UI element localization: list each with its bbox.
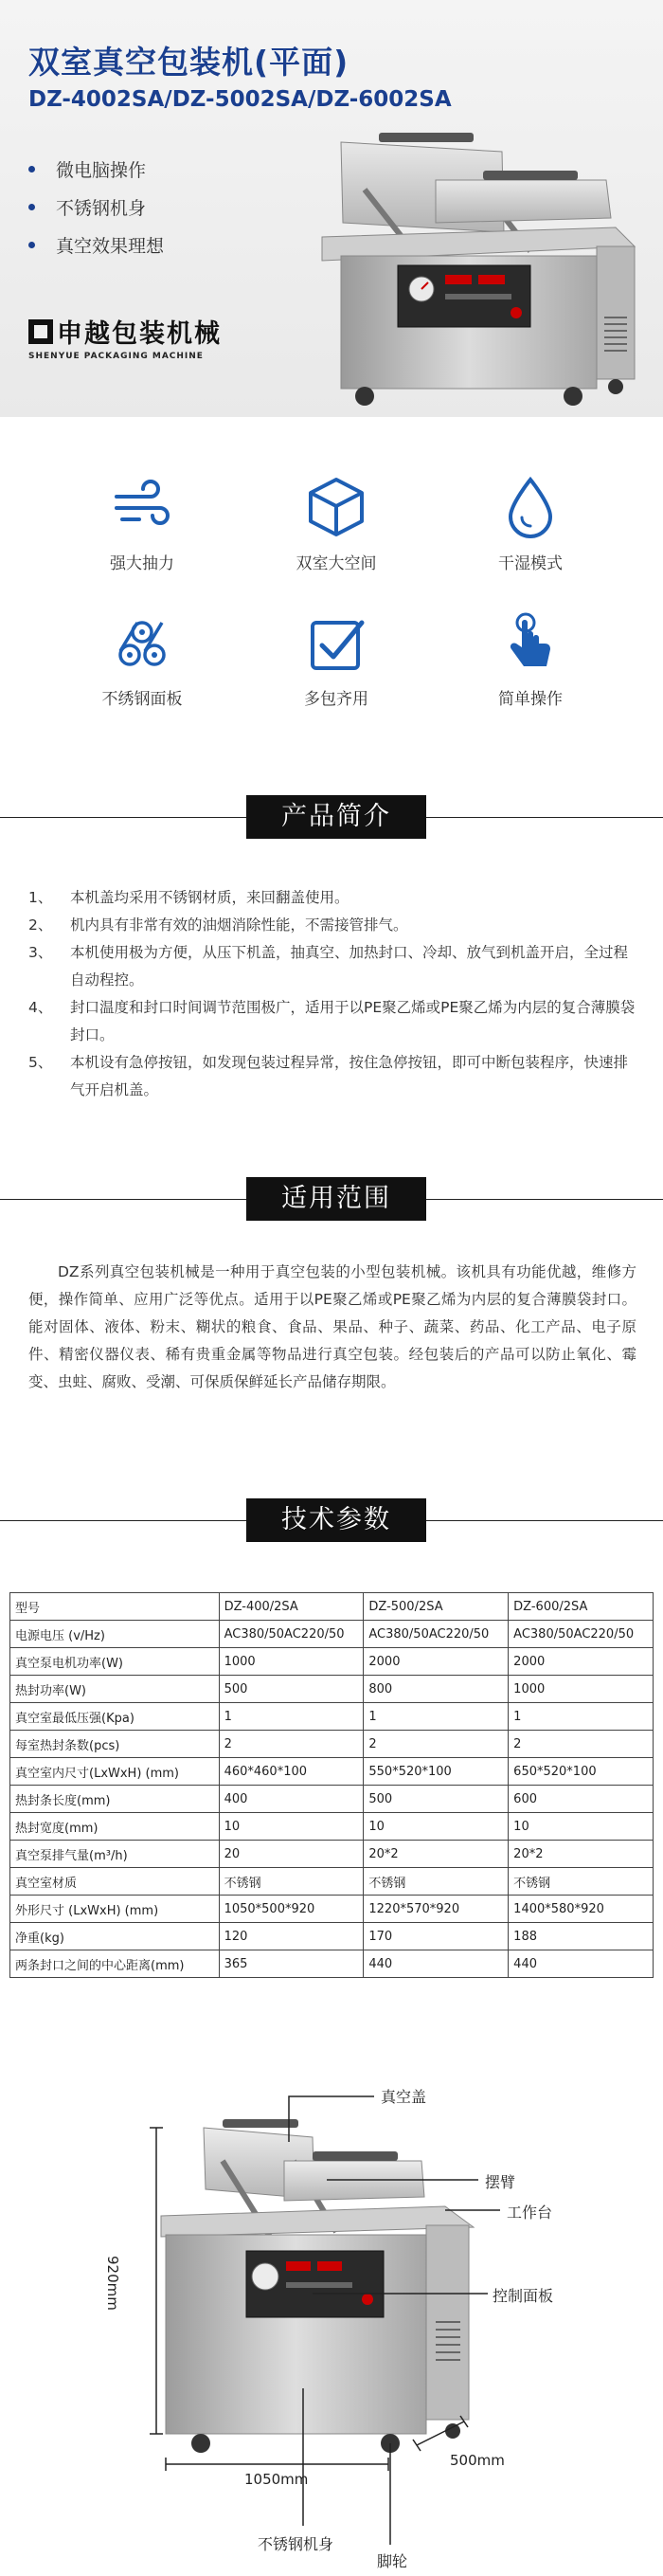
checkbox-icon	[303, 609, 369, 676]
table-row	[10, 1813, 654, 1841]
table-row	[10, 1868, 654, 1896]
table-cell: 460*460*100	[219, 1758, 364, 1786]
table-cell: DZ-500/2SA	[364, 1593, 509, 1621]
table-row	[10, 1786, 654, 1813]
table-row	[10, 1896, 654, 1923]
table-row	[10, 1676, 654, 1703]
label-worktable: 工作台	[507, 2204, 553, 2222]
table-cell: 400	[219, 1786, 364, 1813]
table-cell: 2	[364, 1731, 509, 1758]
bullet-dot-icon	[28, 166, 35, 172]
hero-bullet	[28, 188, 164, 226]
bullet-dot-icon	[28, 204, 35, 210]
table-cell: 440	[509, 1950, 654, 1978]
table-row	[10, 1923, 654, 1950]
table-cell: DZ-600/2SA	[509, 1593, 654, 1621]
scope-paragraph: DZ系列真空包装机械是一种用于真空包装的小型包装机械。该机具有功能优越，维修方便，操作简单、应用广泛等优点。适用于以PE聚乙烯或PE聚乙烯为内层的复合薄膜袋封口。能对固体、液体、粉末、糊状的粮食、食品、果品、种子、蔬菜、药品、化工产品、电子原件、精密仪器仪表、稀有贵重金属等物品进行真空包装。经包装后的产品可以防止氧化、霉变、虫蛀、腐败、受潮、可保质保鲜延长产品储存期限。	[28, 1263, 636, 1390]
feature-label: 双室大空间	[296, 554, 377, 573]
label-steel-body: 不锈钢机身	[258, 2535, 334, 2553]
table-cell: 2	[219, 1731, 364, 1758]
section-heading-specs: 技术参数	[246, 1498, 426, 1542]
table-cell: 170	[364, 1923, 509, 1950]
feature-strong-suction	[66, 474, 218, 573]
feature-label: 多包齐用	[304, 690, 368, 709]
section-heading-intro: 产品简介	[246, 795, 426, 839]
feature-label: 不绣钢面板	[101, 690, 183, 709]
table-row-label: 热封功率(W)	[10, 1676, 220, 1703]
product-title: 双室真空包装机(平面)	[28, 44, 349, 81]
table-cell: 1000	[219, 1648, 364, 1676]
table-row-label: 两条封口之间的中心距离(mm)	[10, 1950, 220, 1978]
table-cell: 不锈钢	[219, 1868, 364, 1896]
dim-depth: 500mm	[450, 2452, 505, 2469]
feature-dry-wet	[455, 474, 606, 573]
table-cell: 不锈钢	[509, 1868, 654, 1896]
table-cell: 1400*580*920	[509, 1896, 654, 1923]
feature-easy-operation	[455, 609, 606, 709]
table-row-label: 热封条长度(mm)	[10, 1786, 220, 1813]
table-row-label: 净重(kg)	[10, 1923, 220, 1950]
table-cell: 440	[364, 1950, 509, 1978]
machine-image	[284, 133, 644, 412]
table-cell: 20*2	[509, 1841, 654, 1868]
label-caster-wheel: 脚轮	[377, 2552, 408, 2570]
table-row-label: 电源电压 (v/Hz)	[10, 1621, 220, 1648]
table-cell: 20*2	[364, 1841, 509, 1868]
section-heading-scope: 适用范围	[246, 1177, 426, 1221]
table-cell: 800	[364, 1676, 509, 1703]
bullet-text: 真空效果理想	[56, 235, 165, 257]
table-row-label: 真空室材质	[10, 1868, 220, 1896]
table-cell: 10	[364, 1813, 509, 1841]
brand-logo	[28, 313, 222, 361]
model-numbers: DZ-4002SA/DZ-5002SA/DZ-6002SA	[28, 87, 452, 112]
table-row	[10, 1703, 654, 1731]
brand-name: 申越包装机械	[28, 313, 222, 350]
table-cell: 10	[219, 1813, 364, 1841]
table-cell: 120	[219, 1923, 364, 1950]
dim-height: 920mm	[104, 2256, 121, 2311]
feature-steel-panel	[66, 609, 218, 709]
table-cell: 10	[509, 1813, 654, 1841]
table-cell: 1050*500*920	[219, 1896, 364, 1923]
label-control-panel: 控制面板	[493, 2287, 554, 2305]
table-cell: AC380/50AC220/50	[364, 1621, 509, 1648]
table-row	[10, 1621, 654, 1648]
label-swing-arm: 摆臂	[485, 2173, 516, 2191]
bullet-dot-icon	[28, 242, 35, 248]
table-row-label: 热封宽度(mm)	[10, 1813, 220, 1841]
table-row	[10, 1841, 654, 1868]
table-cell: 500	[219, 1676, 364, 1703]
table-cell: DZ-400/2SA	[219, 1593, 364, 1621]
table-row	[10, 1593, 654, 1621]
bullet-text: 微电脑操作	[56, 159, 147, 181]
list-item: 1、 本机盖均采用不锈钢材质，来回翻盖使用。	[28, 889, 349, 906]
wind-icon	[109, 474, 175, 540]
list-item: 2、 机内具有非常有效的油烟消除性能，不需接管排气。	[28, 916, 408, 934]
list-item: 5、 本机设有急停按钮，如发现包装过程异常，按住急停按钮，即可中断包装程序，快速排气开启机盖。	[28, 1054, 629, 1098]
table-row-label: 真空室内尺寸(LxWxH) (mm)	[10, 1758, 220, 1786]
table-row	[10, 1731, 654, 1758]
table-row-label: 真空泵电机功率(W)	[10, 1648, 220, 1676]
bullet-text: 不锈钢机身	[56, 197, 147, 219]
water-drop-icon	[497, 474, 564, 540]
list-item: 4、 封口温度和封口时间调节范围极广，适用于以PE聚乙烯或PE聚乙烯为内层的复合薄膜袋封口。	[28, 999, 636, 1043]
label-vacuum-lid: 真空盖	[381, 2088, 427, 2106]
brand-english: SHENYUE PACKAGING MACHINE	[28, 352, 204, 361]
feature-label: 简单操作	[498, 690, 563, 709]
table-row-label: 真空泵排气量(m³/h)	[10, 1841, 220, 1868]
table-row	[10, 1950, 654, 1978]
table-cell: 500	[364, 1786, 509, 1813]
table-cell: 2000	[509, 1648, 654, 1676]
machine-diagram-image	[0, 2047, 663, 2576]
cube-icon	[303, 474, 369, 540]
table-cell: 不锈钢	[364, 1868, 509, 1896]
feature-multi-bag	[260, 609, 412, 709]
hero-bullet-list	[28, 150, 164, 263]
table-cell: 1	[364, 1703, 509, 1731]
dimension-diagram	[0, 2047, 663, 2576]
spec-table	[9, 1592, 654, 1978]
feature-double-chamber	[260, 474, 412, 573]
intro-list	[28, 884, 639, 1104]
table-row-label: 型号	[10, 1593, 220, 1621]
table-cell: 188	[509, 1923, 654, 1950]
table-cell: 365	[219, 1950, 364, 1978]
table-cell: AC380/50AC220/50	[219, 1621, 364, 1648]
table-cell: 550*520*100	[364, 1758, 509, 1786]
feature-grid	[0, 455, 663, 730]
table-cell: AC380/50AC220/50	[509, 1621, 654, 1648]
hero-bullet	[28, 150, 164, 188]
table-cell: 1000	[509, 1676, 654, 1703]
table-cell: 1	[219, 1703, 364, 1731]
table-cell: 1	[509, 1703, 654, 1731]
table-cell: 2	[509, 1731, 654, 1758]
table-row-label: 外形尺寸 (LxWxH) (mm)	[10, 1896, 220, 1923]
dim-length: 1050mm	[244, 2471, 309, 2488]
table-cell: 2000	[364, 1648, 509, 1676]
steel-pipes-icon	[109, 609, 175, 676]
table-cell: 600	[509, 1786, 654, 1813]
table-cell: 20	[219, 1841, 364, 1868]
hero-bullet	[28, 226, 164, 263]
table-row-label: 每室热封条数(pcs)	[10, 1731, 220, 1758]
table-row	[10, 1648, 654, 1676]
feature-label: 干湿模式	[498, 554, 563, 573]
brand-mark-icon	[28, 319, 53, 344]
feature-label: 强大抽力	[110, 554, 174, 573]
hero-banner	[0, 0, 663, 417]
table-cell: 1220*570*920	[364, 1896, 509, 1923]
list-item: 3、 本机使用极为方便，从压下机盖，抽真空、加热封口、冷却、放气到机盖开启，全过程自动程控。	[28, 944, 629, 989]
table-cell: 650*520*100	[509, 1758, 654, 1786]
table-row	[10, 1758, 654, 1786]
hand-pointer-icon	[497, 609, 564, 676]
table-row-label: 真空室最低压强(Kpa)	[10, 1703, 220, 1731]
